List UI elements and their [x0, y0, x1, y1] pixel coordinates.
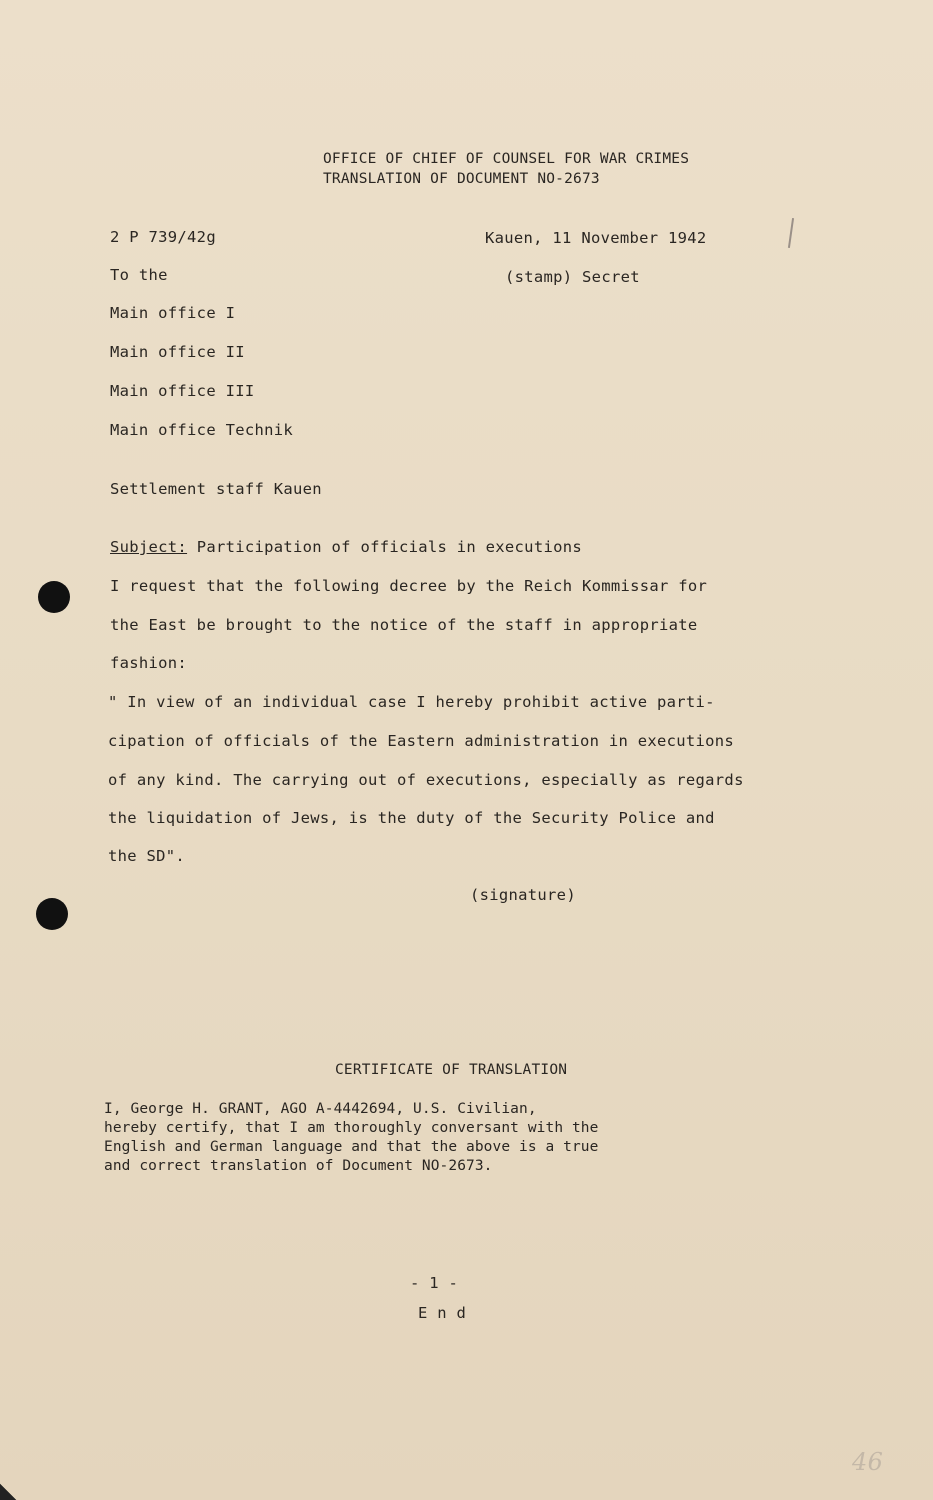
- header-line-2: TRANSLATION OF DOCUMENT NO-2673: [323, 171, 600, 187]
- subject-text: Participation of officials in executions: [196, 538, 582, 556]
- end-mark: E n d: [418, 1304, 467, 1322]
- body-line-1: I request that the following decree by the Reich Kommissar for: [110, 577, 708, 595]
- subject-line: [110, 538, 582, 556]
- header-line-1: OFFICE OF CHIEF OF COUNSEL FOR WAR CRIMES: [323, 151, 690, 167]
- recipient-2: Main office II: [110, 343, 245, 361]
- quote-line-1: " In view of an individual case I hereby prohibit active parti-: [108, 693, 715, 711]
- page-corner: [0, 1482, 18, 1500]
- certificate-title: CERTIFICATE OF TRANSLATION: [335, 1062, 568, 1078]
- stamp-secret: (stamp) Secret: [505, 268, 640, 286]
- subject-label: Subject:: [110, 538, 188, 556]
- body-line-2: the East be brought to the notice of the staff in appropriate: [110, 616, 698, 634]
- certificate-line-2: hereby certify, that I am thoroughly conversant with the: [104, 1120, 599, 1136]
- punch-hole-icon: [38, 581, 70, 613]
- certificate-line-1: I, George H. GRANT, AGO A-4442694, U.S. Civilian,: [104, 1101, 537, 1117]
- signature: (signature): [470, 886, 576, 904]
- reference-number: 2 P 739/42g: [110, 228, 216, 246]
- handwritten-page-note: 46: [852, 1448, 884, 1476]
- settlement-staff: Settlement staff Kauen: [110, 480, 322, 498]
- recipient-1: Main office I: [110, 304, 236, 322]
- certificate-line-3: English and German language and that the above is a true: [104, 1139, 599, 1155]
- salutation: To the: [110, 266, 168, 284]
- recipient-3: Main office III: [110, 382, 255, 400]
- pencil-mark: [788, 218, 794, 248]
- place-date: Kauen, 11 November 1942: [485, 229, 707, 247]
- quote-line-5: the SD".: [108, 847, 186, 865]
- punch-hole-icon: [36, 898, 68, 930]
- quote-line-2: cipation of officials of the Eastern administration in executions: [108, 732, 735, 750]
- quote-line-3: of any kind. The carrying out of executions, especially as regards: [108, 771, 744, 789]
- recipient-4: Main office Technik: [110, 421, 294, 439]
- body-line-3: fashion:: [110, 654, 188, 672]
- quote-line-4: the liquidation of Jews, is the duty of the Security Police and: [108, 809, 715, 827]
- certificate-line-4: and correct translation of Document NO-2673.: [104, 1158, 493, 1174]
- page-number: - 1 -: [410, 1274, 459, 1292]
